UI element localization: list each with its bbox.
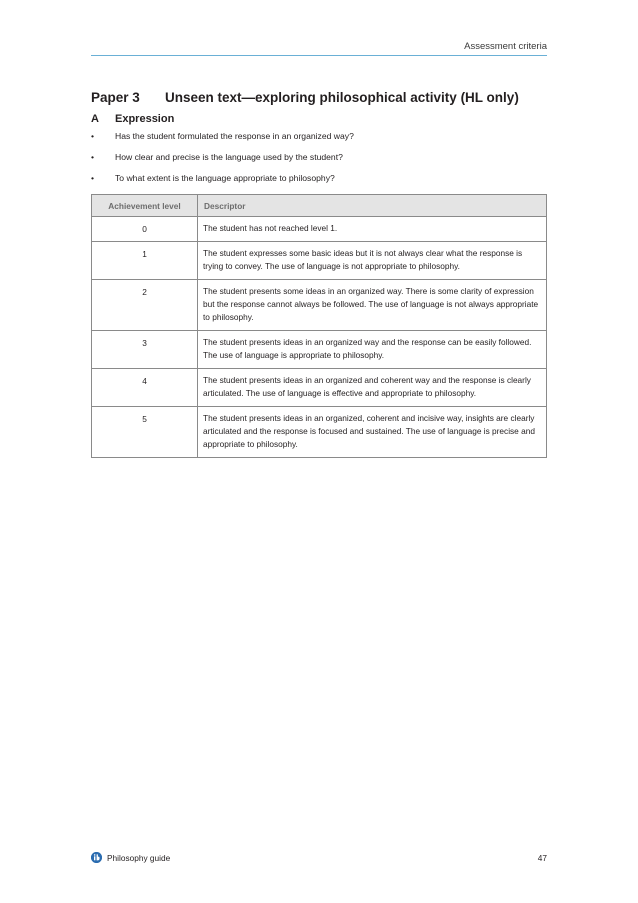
table-row [92,217,547,242]
list-item [91,172,354,193]
level-cell: 5 [92,407,198,458]
question-text: To what extent is the language appropriate to philosophy? [115,173,335,183]
level-cell: 0 [92,217,198,242]
question-text: How clear and precise is the language used by the student? [115,152,343,162]
criterion-name: Expression [115,113,175,125]
bullet-icon: • [91,173,95,183]
criterion-heading [91,113,174,125]
page-number: 47 [537,853,547,863]
footer-guide-title: Philosophy guide [107,853,171,863]
criterion-questions [91,130,354,193]
table-row [92,242,547,280]
descriptor-cell: The student has not reached level 1. [198,217,547,242]
question-text: Has the student formulated the response in an organized way? [115,131,354,141]
ib-logo-icon [91,852,102,863]
descriptor-cell: The student presents some ideas in an organized way. There is some clarity of expression but the response cannot always be followed. The use of language is not always appropriate to philosophy. [198,280,547,331]
column-header-descriptor: Descriptor [198,195,547,217]
criterion-letter: A [91,113,99,125]
table-row [92,280,547,331]
table-row [92,331,547,369]
bullet-icon: • [91,152,95,162]
ib-logo-mark [91,852,102,863]
level-cell: 2 [92,280,198,331]
paper-heading [91,90,519,105]
header-divider [91,55,547,56]
table-header-row [92,195,547,217]
list-item [91,130,354,151]
table-row [92,407,547,458]
level-cell: 1 [92,242,198,280]
paper-number: Paper 3 [91,90,140,105]
level-cell: 4 [92,369,198,407]
paper-title: Unseen text—exploring philosophical activity (HL only) [165,90,519,105]
list-item [91,151,354,172]
bullet-icon: • [91,131,95,141]
descriptor-cell: The student expresses some basic ideas but it is not always clear what the response is trying to convey. The use of language is not appropriate to philosophy. [198,242,547,280]
running-header-title: Assessment criteria [464,41,547,52]
level-cell: 3 [92,331,198,369]
column-header-level: Achievement level [92,195,198,217]
achievement-table [91,194,547,458]
descriptor-cell: The student presents ideas in an organized way and the response can be easily followed. The use of language is appropriate to philosophy. [198,331,547,369]
table-row [92,369,547,407]
descriptor-cell: The student presents ideas in an organized and coherent way and the response is clearly articulated. The use of language is effective and appropriate to philosophy. [198,369,547,407]
descriptor-cell: The student presents ideas in an organized, coherent and incisive way, insights are clearly articulated and the response is focused and sustained. The use of language is precise and appropriate to philosophy. [198,407,547,458]
